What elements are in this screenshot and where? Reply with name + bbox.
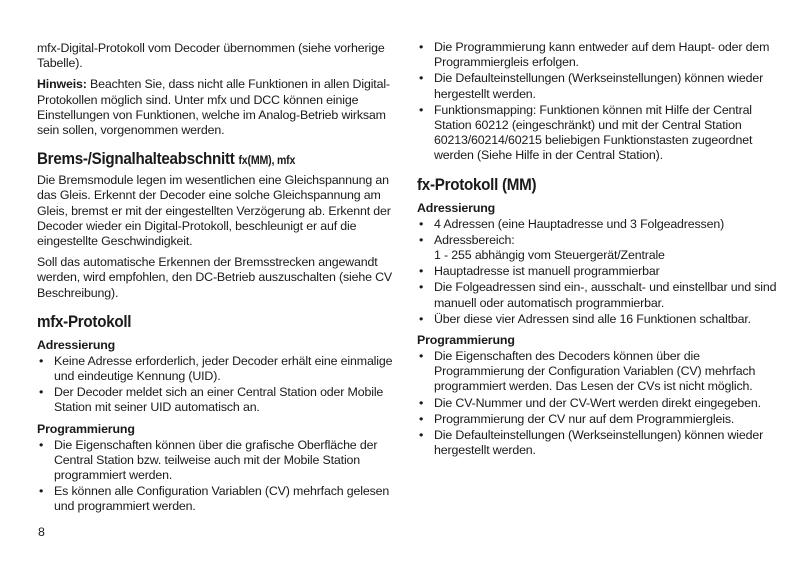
list-item: • Die Defaulteinstellungen (Werkseinstellungen) können wieder hergestellt werden.: [417, 428, 777, 458]
mfx-addressing-list: [37, 354, 395, 416]
mfx-programming-heading: Programmierung: [37, 421, 135, 436]
fx-addressing-heading: Adressierung: [417, 200, 496, 215]
list-item: • Der Decoder meldet sich an einer Central Station oder Mobile Station mit seiner UID automatisch an.: [37, 385, 395, 415]
list-item: • Die Eigenschaften können über die grafische Oberfläche der Central Station bzw. teilweise auch mit der Mobile Station programmiert werden.: [37, 438, 395, 484]
page-number: 8: [38, 525, 45, 539]
brems-heading-suffix: fx(MM), mfx: [238, 155, 296, 168]
list-item: • 4 Adressen (eine Hauptadresse und 3 Folgeadressen): [417, 217, 777, 232]
brems-paragraph-1: Die Bremsmodule legen im wesentlichen eine Gleichspannung an das Gleis. Erkennt der Decoder eine solche Gleichspannung am Gleis, bremst er mit der eingestellten Verzögerung ab. Erkennt der Decoder wieder ein Digital-Protokoll, beschleunigt er auf die eingestellte Geschwindigkeit.: [37, 173, 391, 249]
fx-section-heading: fx-Protokoll (MM): [417, 175, 537, 194]
brems-heading-text: Brems-/Signalhalteabschnitt: [37, 150, 239, 169]
left-column: [37, 41, 395, 521]
fx-programming-heading: Programmierung: [417, 333, 515, 348]
mfx-section-heading: mfx-Protokoll: [37, 312, 132, 331]
list-item: • Die Programmierung kann entweder auf dem Haupt- oder dem Programmiergleis erfolgen.: [417, 40, 777, 70]
note-text: Beachten Sie, dass nicht alle Funktionen in allen Digital-Protokollen möglich sind. Unter mfx und DCC können einige Einstellungen von Funktionen, welche im Analog-Betrieb wirksam sein sollen, vorgenommen werden.: [37, 77, 390, 138]
list-item: • Programmierung der CV nur auf dem Programmiergleis.: [417, 412, 777, 427]
list-item: • Es können alle Configuration Variablen (CV) mehrfach gelesen und programmiert werden.: [37, 484, 395, 514]
list-item: • Die Folgeadressen sind ein-, ausschalt- und einstellbar und sind manuell oder automatisch programmierbar.: [417, 280, 777, 310]
note-paragraph: [37, 77, 395, 138]
list-item: • Keine Adresse erforderlich, jeder Decoder erhält eine einmalige und eindeutige Kennung (UID).: [37, 354, 395, 384]
intro-paragraph: mfx-Digital-Protokoll vom Decoder übernommen (siehe vorherige Tabelle).: [37, 41, 385, 71]
right-column: [417, 40, 777, 464]
list-item: • Über diese vier Adressen sind alle 16 Funktionen schaltbar.: [417, 312, 777, 327]
list-item: • Adressbereich: 1 - 255 abhängig vom Steuergerät/Zentrale: [417, 233, 777, 263]
note-label: Hinweis:: [37, 77, 87, 92]
list-item: • Die CV-Nummer und der CV-Wert werden direkt eingegeben.: [417, 396, 777, 411]
mfx-programming-continued-list: [417, 40, 777, 164]
mfx-addressing-heading: Adressierung: [37, 337, 116, 352]
list-item: • Hauptadresse ist manuell programmierbar: [417, 264, 777, 279]
fx-addressing-list: [417, 217, 777, 327]
brems-section-heading: [37, 150, 366, 171]
list-item: • Die Defaulteinstellungen (Werkseinstellungen) können wieder hergestellt werden.: [417, 71, 777, 101]
fx-programming-list: [417, 349, 777, 458]
list-item: • Funktionsmapping: Funktionen können mit Hilfe der Central Station 60212 (eingeschränkt) und mit der Central Station 60213/60214/60215 beliebigen Funktionstasten zugeordnet werden (Siehe Hilfe in der Central Station).: [417, 103, 777, 164]
brems-paragraph-2: Soll das automatische Erkennen der Bremsstrecken angewandt werden, wird empfohlen, den DC-Betrieb auszuschalten (siehe CV Beschreibung).: [37, 255, 393, 300]
list-item: • Die Eigenschaften des Decoders können über die Programmierung der Configuration Variablen (CV) mehrfach programmiert werden. Das Lesen der CVs ist nicht möglich.: [417, 349, 777, 395]
mfx-programming-list: [37, 438, 395, 515]
